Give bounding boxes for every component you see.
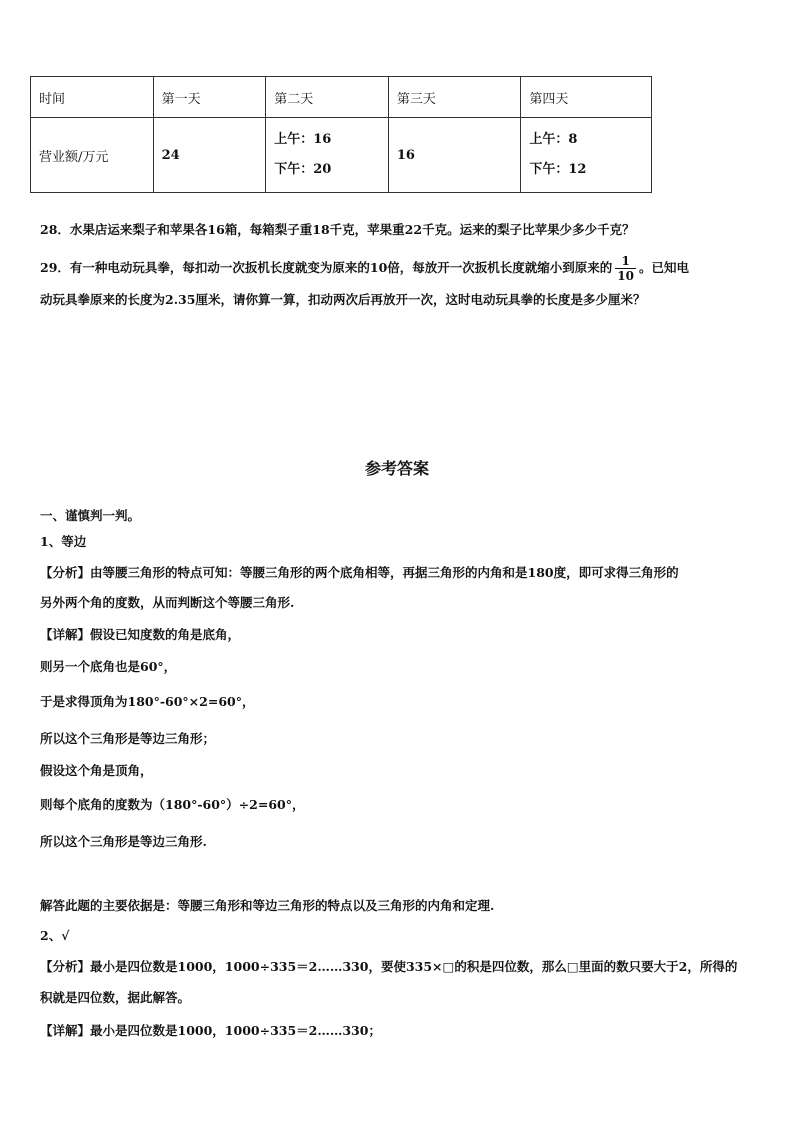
table-header-row: [31, 77, 652, 118]
analysis-tag-2: 【分析】: [40, 959, 91, 974]
fraction-numerator: 1: [621, 254, 630, 268]
day4-pm: 下午：12: [529, 162, 587, 177]
answer-2-analysis-line1: [40, 957, 737, 977]
question-29-line1: [40, 254, 689, 283]
day2-cell: [266, 118, 389, 193]
answer-1-line7: 所以这个三角形是等边三角形.: [40, 834, 207, 849]
detail-tag-2: 【详解】: [40, 1023, 91, 1038]
day2-am: 上午：16: [274, 132, 332, 147]
day3-cell: 16: [388, 118, 521, 193]
answer-1-analysis-line2: 另外两个角的度数，从而判断这个等腰三角形.: [40, 595, 295, 610]
fraction-denominator: 10: [617, 269, 634, 283]
answer-2-analysis-text: 最小是四位数是1000，1000÷335＝2……330，要使335×□的积是四位数，那么□里面的数只要大于2，所得的: [90, 959, 738, 974]
answer-2-detail-line1: [40, 1021, 381, 1041]
header-cell-day1: 第一天: [153, 77, 266, 118]
answer-1-summary: 解答此题的主要依据是：等腰三角形和等边三角形的特点以及三角形的内角和定理.: [40, 898, 495, 913]
question-29-line2: 动玩具拳原来的长度为2.35厘米，请你算一算，扣动两次后再放开一次，这时电动玩具拳的长度是多少厘米？: [40, 292, 646, 307]
answer-1-detail-text: 假设已知度数的角是底角，: [90, 627, 241, 642]
answer-1-heading: 1、等边: [40, 534, 87, 549]
answer-1-line4: 所以这个三角形是等边三角形；: [40, 731, 216, 746]
day4-cell: [521, 118, 652, 193]
answer-1-detail-line1: [40, 625, 240, 645]
row-label-cell: 营业额/万元: [31, 118, 154, 193]
fraction-one-tenth: [615, 254, 636, 283]
detail-tag: 【详解】: [40, 627, 91, 642]
question-28: 28．水果店运来梨子和苹果各16箱，每箱梨子重18千克，苹果重22千克。运来的梨子比苹果少多少千克？: [40, 222, 635, 237]
answer-1-line5: 假设这个角是顶角，: [40, 763, 153, 778]
day2-pm: 下午：20: [274, 162, 332, 177]
day4-am: 上午：8: [529, 132, 578, 147]
header-cell-day3: 第三天: [388, 77, 521, 118]
answer-1-line2: 则另一个底角也是60°，: [40, 659, 177, 674]
header-cell-day2: 第二天: [266, 77, 389, 118]
day1-cell: 24: [153, 118, 266, 193]
table-data-row: [31, 118, 652, 193]
answer-1-line3: 于是求得顶角为180°-60°×2=60°，: [40, 694, 255, 709]
answer-2-heading: 2、√: [40, 928, 70, 943]
answer-2-analysis-line2: 积就是四位数，据此解答。: [40, 990, 191, 1005]
answer-1-analysis-line1: [40, 563, 679, 583]
answer-1-line6: 则每个底角的度数为（180°-60°）÷2=60°，: [40, 797, 305, 812]
answer-2-detail-text: 最小是四位数是1000，1000÷335＝2……330；: [90, 1023, 381, 1038]
question-29-text-b: 。已知电: [639, 260, 690, 275]
analysis-tag: 【分析】: [40, 565, 91, 580]
sales-table: [30, 76, 652, 193]
answers-section-heading: 一、谨慎判一判。: [40, 508, 141, 523]
answers-title: 参考答案: [364, 459, 429, 478]
answer-1-analysis-text: 由等腰三角形的特点可知：等腰三角形的两个底角相等，再据三角形的内角和是180度，即可求得三角形的: [90, 565, 679, 580]
header-cell-time: 时间: [31, 77, 154, 118]
header-cell-day4: 第四天: [521, 77, 652, 118]
question-29-text-a: 29．有一种电动玩具拳，每扣动一次扳机长度就变为原来的10倍，每放开一次扳机长度就缩小到原来的: [40, 260, 613, 275]
